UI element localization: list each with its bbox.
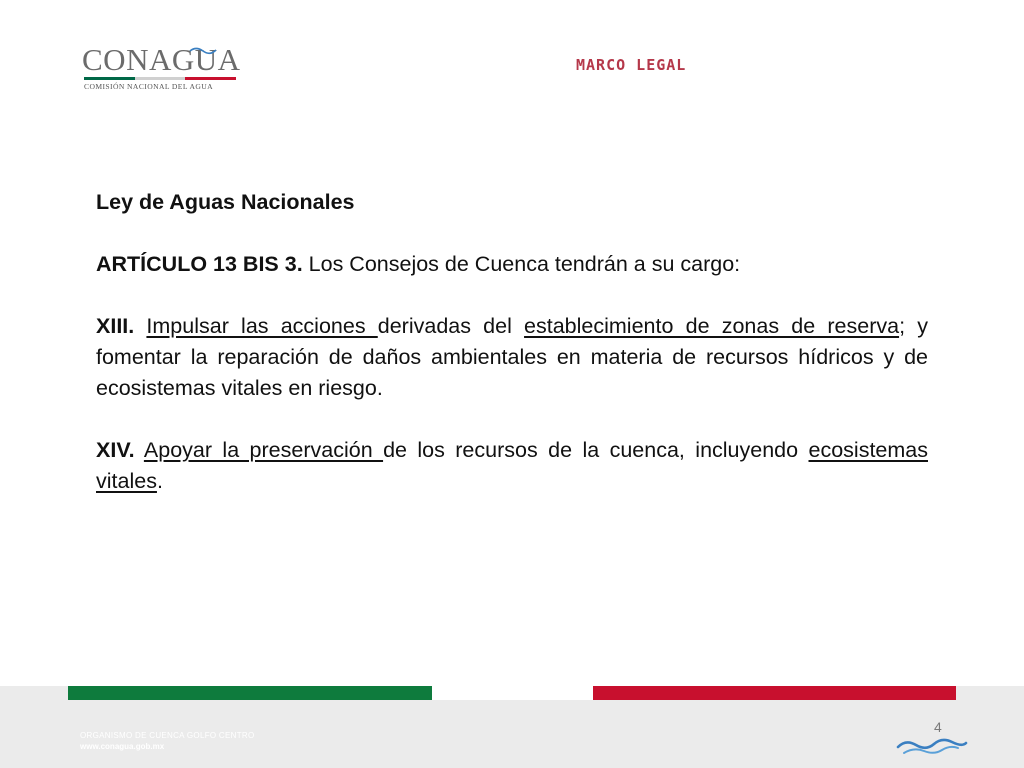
- item-xiv-underlined-1: Apoyar la preservación: [143, 438, 384, 462]
- item-xiii-text-2: ; y fomentar la reparación de daños ambientales en materia de recursos hídricos y de ecosistemas vitales en riesgo.: [96, 314, 928, 400]
- article-line: [96, 249, 928, 280]
- item-xiii-underlined-2: establecimiento de zonas de reserva: [524, 314, 900, 338]
- item-xiv: [96, 435, 928, 497]
- logo-wordmark: CONAGUA: [82, 42, 241, 77]
- footer-organization: ORGANISMO DE CUENCA GOLFO CENTRO: [80, 731, 255, 740]
- item-xiv-text-2: .: [156, 469, 163, 493]
- item-xiii-label: XIII.: [96, 314, 135, 338]
- conagua-logo: [82, 44, 240, 92]
- item-xiii: [96, 311, 928, 404]
- footer-url: www.conagua.gob.mx: [80, 742, 165, 751]
- logo-tricolor-band: [84, 77, 236, 80]
- item-xiv-label: XIV.: [96, 438, 135, 462]
- item-xiv-text-1: de los recursos de la cuenca, incluyendo: [383, 438, 809, 462]
- slide-body: [96, 187, 928, 497]
- law-title: Ley de Aguas Nacionales: [96, 190, 355, 214]
- footer-stripe-green: [68, 686, 432, 700]
- item-xiii-underlined-1: Impulsar las acciones: [146, 314, 378, 338]
- item-xiv-underlined-2: ecosistemas vitales: [96, 438, 928, 493]
- page-number: 4: [934, 719, 942, 735]
- logo-wave-icon: [189, 45, 217, 55]
- article-label: ARTÍCULO 13 BIS 3.: [96, 252, 303, 276]
- water-wave-icon: [896, 736, 968, 758]
- page-title: MARCO LEGAL: [576, 56, 687, 74]
- article-text: Los Consejos de Cuenca tendrán a su cargo:: [302, 252, 741, 276]
- item-xiii-text-1: derivadas del: [377, 314, 525, 338]
- footer-stripe-white: [432, 686, 593, 700]
- footer-stripe-red: [593, 686, 956, 700]
- logo-subtitle: COMISIÓN NACIONAL DEL AGUA: [84, 82, 214, 91]
